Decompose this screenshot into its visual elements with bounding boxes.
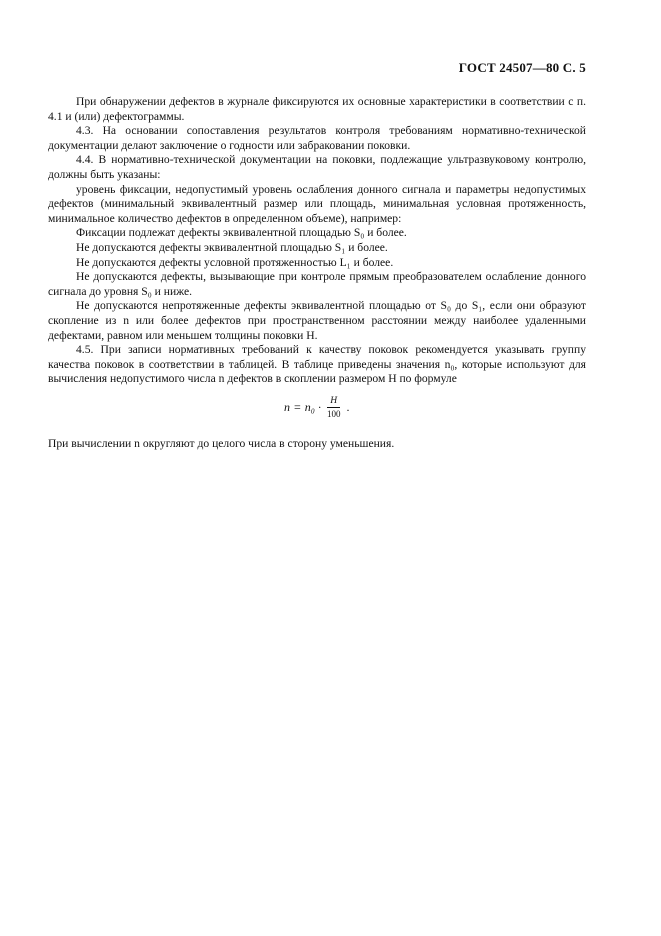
page-header: ГОСТ 24507—80 С. 5 <box>458 60 586 75</box>
paragraph-defect-recording: При обнаружении дефектов в журнале фиксируются их основные характеристики в соответствии с п. 4.1 и (или) дефектограммы. <box>48 95 586 123</box>
formula-denominator: 100 <box>326 408 341 419</box>
formula-equals: = <box>294 400 301 415</box>
formula <box>48 391 586 431</box>
paragraph-fixation-s0: Фиксации подлежат дефекты эквивалентной площадью S₀ и более. <box>76 226 407 240</box>
paragraph-4-5: 4.5. При записи нормативных требований к качеству поковок рекомендуется указывать группу качества поковок в соответствии в таблицей. В таблице приведены значения n₀, которые используют для вычисления недопустимого числа n дефектов в скоплении размером H по формуле <box>48 343 586 386</box>
formula-fraction <box>327 395 341 420</box>
paragraph-signal-attenuation: Не допускаются дефекты, вызывающие при контроле прямым преобразователем ослабление донного сигнала до уровня S₀ и ниже. <box>48 270 586 298</box>
formula-factor: n₀ · <box>304 400 321 415</box>
formula-lhs: n <box>284 400 290 415</box>
paragraph-not-allowed-l1: Не допускаются дефекты условной протяженностью L₁ и более. <box>76 255 394 269</box>
paragraph-not-allowed-s1: Не допускаются дефекты эквивалентной площадью S₁ и более. <box>76 240 388 254</box>
paragraph-fixation-level: уровень фиксации, недопустимый уровень ослабления донного сигнала и параметры недопустимых дефектов (минимальный эквивалентный размер или площадь, минимальная условная протяженность, минимальное количество дефектов в определенном объеме), например: <box>48 182 586 225</box>
paragraph-4-4: 4.4. В нормативно-технической документации на поковки, подлежащие ультразвуковому контролю, должны быть указаны: <box>48 153 586 181</box>
paragraph-cluster-defects: Не допускаются непротяженные дефекты эквивалентной площадью от S₀ до S₁, если они образуют скопление из n или более дефектов при пространственном расстоянии между наиболее удаленными дефектами, равном или меньшем толщины поковки H. <box>48 299 586 342</box>
formula-period: . <box>346 400 350 415</box>
paragraph-rounding: При вычислении n округляют до целого числа в сторону уменьшения. <box>48 436 395 450</box>
formula-numerator: H <box>327 395 340 408</box>
paragraph-4-3: 4.3. На основании сопоставления результатов контроля требованиям нормативно-технической документации делают заключение о годности или забраковании поковки. <box>48 124 586 152</box>
document-body <box>48 95 586 451</box>
